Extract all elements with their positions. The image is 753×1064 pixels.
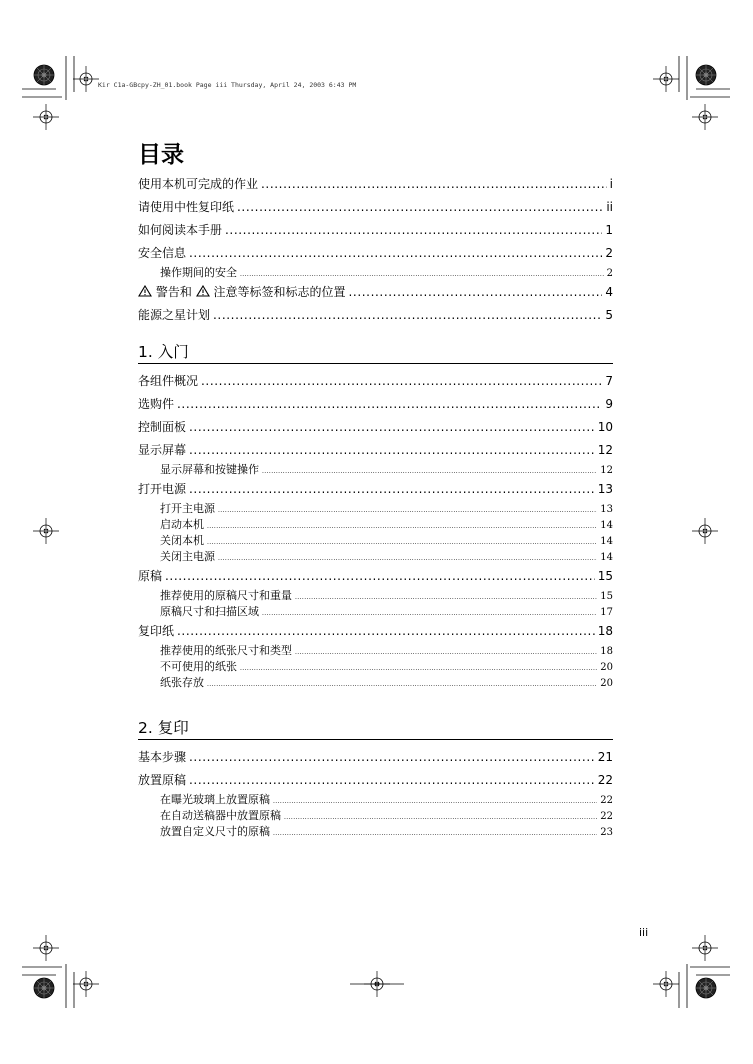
- toc-subentry[interactable]: 启动本机 ..... 14: [138, 517, 613, 533]
- registration-mark-icon: [73, 971, 99, 997]
- registration-mark-icon: [33, 518, 59, 544]
- color-wheel-icon: [34, 65, 54, 85]
- registration-mark-icon: [692, 104, 718, 130]
- toc-front-section: [138, 173, 613, 327]
- toc-entry[interactable]: 警告和 注意等标签和标志的位置 ..... 4: [138, 281, 613, 304]
- registration-mark-icon: [653, 971, 679, 997]
- toc-chapter-1: [138, 341, 613, 691]
- toc-chapter-2: [138, 717, 613, 840]
- toc-subentry[interactable]: 关闭主电源 ..... 14: [138, 549, 613, 565]
- toc-entry[interactable]: 如何阅读本手册 ..... 1: [138, 219, 613, 242]
- color-wheel-icon: [696, 978, 716, 998]
- toc-subentry[interactable]: 显示屏幕和按键操作 ..... 12: [138, 462, 613, 478]
- toc-subentry[interactable]: 操作期间的安全 ..... 2: [138, 265, 613, 281]
- toc-entry[interactable]: 使用本机可完成的作业 ..... i: [138, 173, 613, 196]
- toc-entry[interactable]: 安全信息 ..... 2: [138, 242, 613, 265]
- toc-subentry[interactable]: 不可使用的纸张 ..... 20: [138, 659, 613, 675]
- toc-entry[interactable]: 打开电源 ..... 13: [138, 478, 613, 501]
- toc-subentry[interactable]: 原稿尺寸和扫描区域 ..... 17: [138, 604, 613, 620]
- registration-mark-icon: [73, 66, 99, 92]
- toc-entry[interactable]: 放置原稿 ..... 22: [138, 769, 613, 792]
- toc-subentry[interactable]: 纸张存放 ..... 20: [138, 675, 613, 691]
- toc-entry[interactable]: 请使用中性复印纸 ..... ii: [138, 196, 613, 219]
- toc-entry[interactable]: 复印纸 ..... 18: [138, 620, 613, 643]
- toc-subentry[interactable]: 在自动送稿器中放置原稿 ..... 22: [138, 808, 613, 824]
- toc-entry[interactable]: 原稿 ..... 15: [138, 565, 613, 588]
- color-wheel-icon: [34, 978, 54, 998]
- registration-mark-icon: [692, 518, 718, 544]
- file-info-header: Kir C1a-GBcpy-ZH_01.book Page iii Thursday, April 24, 2003 6:43 PM: [98, 81, 357, 89]
- registration-mark-icon: [33, 935, 59, 961]
- page-number: iii: [639, 926, 649, 939]
- toc-entry[interactable]: 选购件 ..... 9: [138, 393, 613, 416]
- toc-subentry[interactable]: 推荐使用的纸张尺寸和类型 ..... 18: [138, 643, 613, 659]
- registration-mark-icon: [33, 104, 59, 130]
- toc-entry[interactable]: 基本步骤 ..... 21: [138, 746, 613, 769]
- chapter-heading[interactable]: 2. 复印: [138, 717, 613, 740]
- color-wheel-icon: [696, 65, 716, 85]
- warning-triangle-icon: [196, 285, 210, 297]
- toc-entry[interactable]: 控制面板 ..... 10: [138, 416, 613, 439]
- toc-subentry[interactable]: 推荐使用的原稿尺寸和重量 ..... 15: [138, 588, 613, 604]
- chapter-heading[interactable]: 1. 入门: [138, 341, 613, 364]
- toc-entry[interactable]: 各组件概况 ..... 7: [138, 370, 613, 393]
- toc-subentry[interactable]: 放置自定义尺寸的原稿 ..... 23: [138, 824, 613, 840]
- registration-mark-icon: [692, 935, 718, 961]
- toc-entry[interactable]: 能源之星计划 ..... 5: [138, 304, 613, 327]
- toc-subentry[interactable]: 在曝光玻璃上放置原稿 ..... 22: [138, 792, 613, 808]
- toc-subentry[interactable]: 打开主电源 ..... 13: [138, 501, 613, 517]
- page-title: 目录: [138, 142, 184, 168]
- registration-mark-icon: [653, 66, 679, 92]
- warning-triangle-icon: [138, 285, 152, 297]
- toc-subentry[interactable]: 关闭本机 ..... 14: [138, 533, 613, 549]
- toc-entry[interactable]: 显示屏幕 ..... 12: [138, 439, 613, 462]
